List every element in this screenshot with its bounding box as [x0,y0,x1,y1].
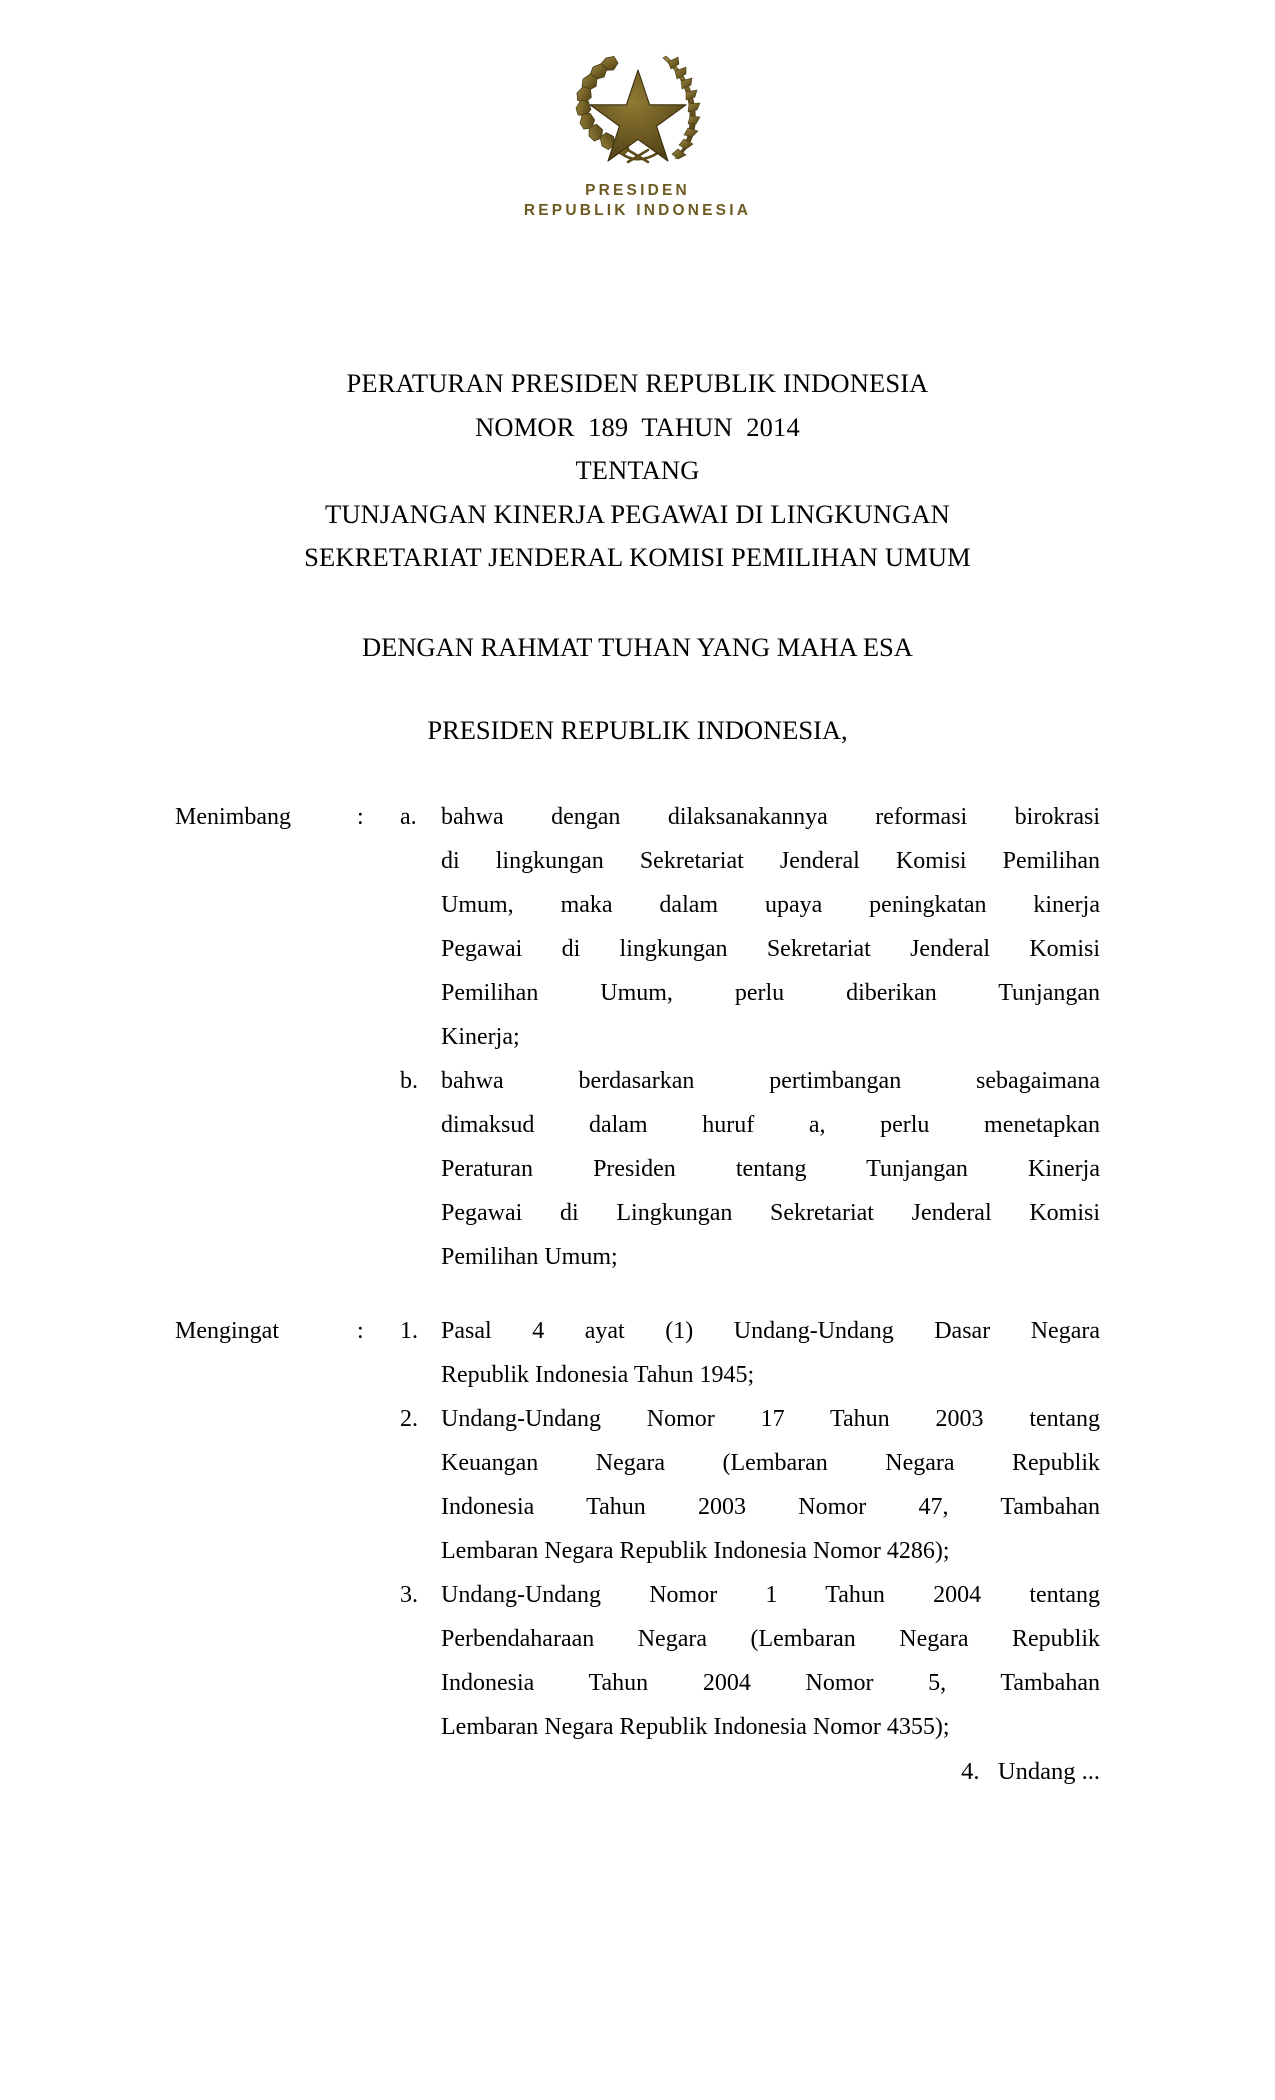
document-title-block [0,362,1275,580]
clause-line: bahwa dengan dilaksanakannya reformasi birokrasi [441,804,1100,830]
clauses-section [175,795,1100,1749]
clause-line: Umum, maka dalam upaya peningkatan kinerja [441,892,1100,918]
clause-line: Republik Indonesia Tahun 1945; [441,1362,755,1388]
clause-marker: b. [400,1068,418,1094]
clause-label-menimbang: Menimbang [175,804,291,830]
letterhead-line-presiden: PRESIDEN [585,182,690,199]
clause-marker: 2. [400,1406,418,1432]
clause-colon-menimbang: : [357,804,364,830]
clause-item [400,1397,1100,1573]
clause-line: Lembaran Negara Republik Indonesia Nomor 4286); [441,1538,950,1564]
page-catchword: 4. Undang ... [961,1758,1100,1785]
clause-label-mengingat: Mengingat [175,1318,279,1344]
title-line-subject-1: TUNJANGAN KINERJA PEGAWAI DI LINGKUNGAN [325,498,950,529]
clause-items-menimbang [400,795,1100,1279]
clause-line: Keuangan Negara (Lembaran Negara Republik [441,1450,1100,1476]
clause-text [441,1397,1100,1573]
title-line-subject-2: SEKRETARIAT JENDERAL KOMISI PEMILIHAN UMUM [304,542,971,572]
clause-line: Pegawai di lingkungan Sekretariat Jenderal Komisi [441,936,1100,962]
clause-text [441,1059,1100,1279]
clause-line: dimaksud dalam huruf a, perlu menetapkan [441,1112,1100,1138]
clause-item [400,1309,1100,1397]
clause-line: Indonesia Tahun 2004 Nomor 5, Tambahan [441,1670,1100,1696]
blessing-line: DENGAN RAHMAT TUHAN YANG MAHA ESA [362,632,913,662]
letterhead [0,42,1275,222]
clause-text [441,1573,1100,1749]
clause-line: bahwa berdasarkan pertimbangan sebagaimana [441,1068,1100,1094]
clause-text [441,795,1100,1059]
clause-line: Pemilihan Umum; [441,1244,618,1270]
title-line-tentang: TENTANG [575,455,700,485]
clause-line: Lembaran Negara Republik Indonesia Nomor 4355); [441,1714,950,1740]
clause-line: Perbendaharaan Negara (Lembaran Negara Republik [441,1626,1100,1652]
letterhead-text [0,181,1275,222]
clause-line: Indonesia Tahun 2003 Nomor 47, Tambahan [441,1494,1100,1520]
clause-item [400,795,1100,1059]
clause-group-menimbang [175,795,1100,1279]
clause-marker: 1. [400,1318,418,1344]
title-line-regulation-type: PERATURAN PRESIDEN REPUBLIK INDONESIA [346,368,929,398]
clause-group-mengingat [175,1309,1100,1749]
clause-line: Pemilihan Umum, perlu diberikan Tunjangan [441,980,1100,1006]
clause-colon-mengingat: : [357,1318,364,1344]
clause-items-mengingat [400,1309,1100,1749]
clause-line: Undang-Undang Nomor 1 Tahun 2004 tentang [441,1582,1100,1608]
clause-line: Pegawai di Lingkungan Sekretariat Jenderal Komisi [441,1200,1100,1226]
clause-item [400,1573,1100,1749]
clause-line: Peraturan Presiden tentang Tunjangan Kinerja [441,1156,1100,1182]
clause-line: Pasal 4 ayat (1) Undang-Undang Dasar Negara [441,1318,1100,1344]
clause-line: Undang-Undang Nomor 17 Tahun 2003 tentang [441,1406,1100,1432]
clause-text [441,1309,1100,1397]
clause-line: Kinerja; [441,1024,520,1050]
title-line-number-year: NOMOR 189 TAHUN 2014 [475,411,800,442]
enacting-authority-line: PRESIDEN REPUBLIK INDONESIA, [427,715,848,745]
clause-line: di lingkungan Sekretariat Jenderal Komisi Pemilihan [441,848,1100,874]
clause-marker: 3. [400,1582,418,1608]
letterhead-line-republik-indonesia: REPUBLIK INDONESIA [523,202,752,220]
indonesian-presidential-emblem-icon [562,42,714,174]
clause-marker: a. [400,804,417,830]
clause-item [400,1059,1100,1279]
